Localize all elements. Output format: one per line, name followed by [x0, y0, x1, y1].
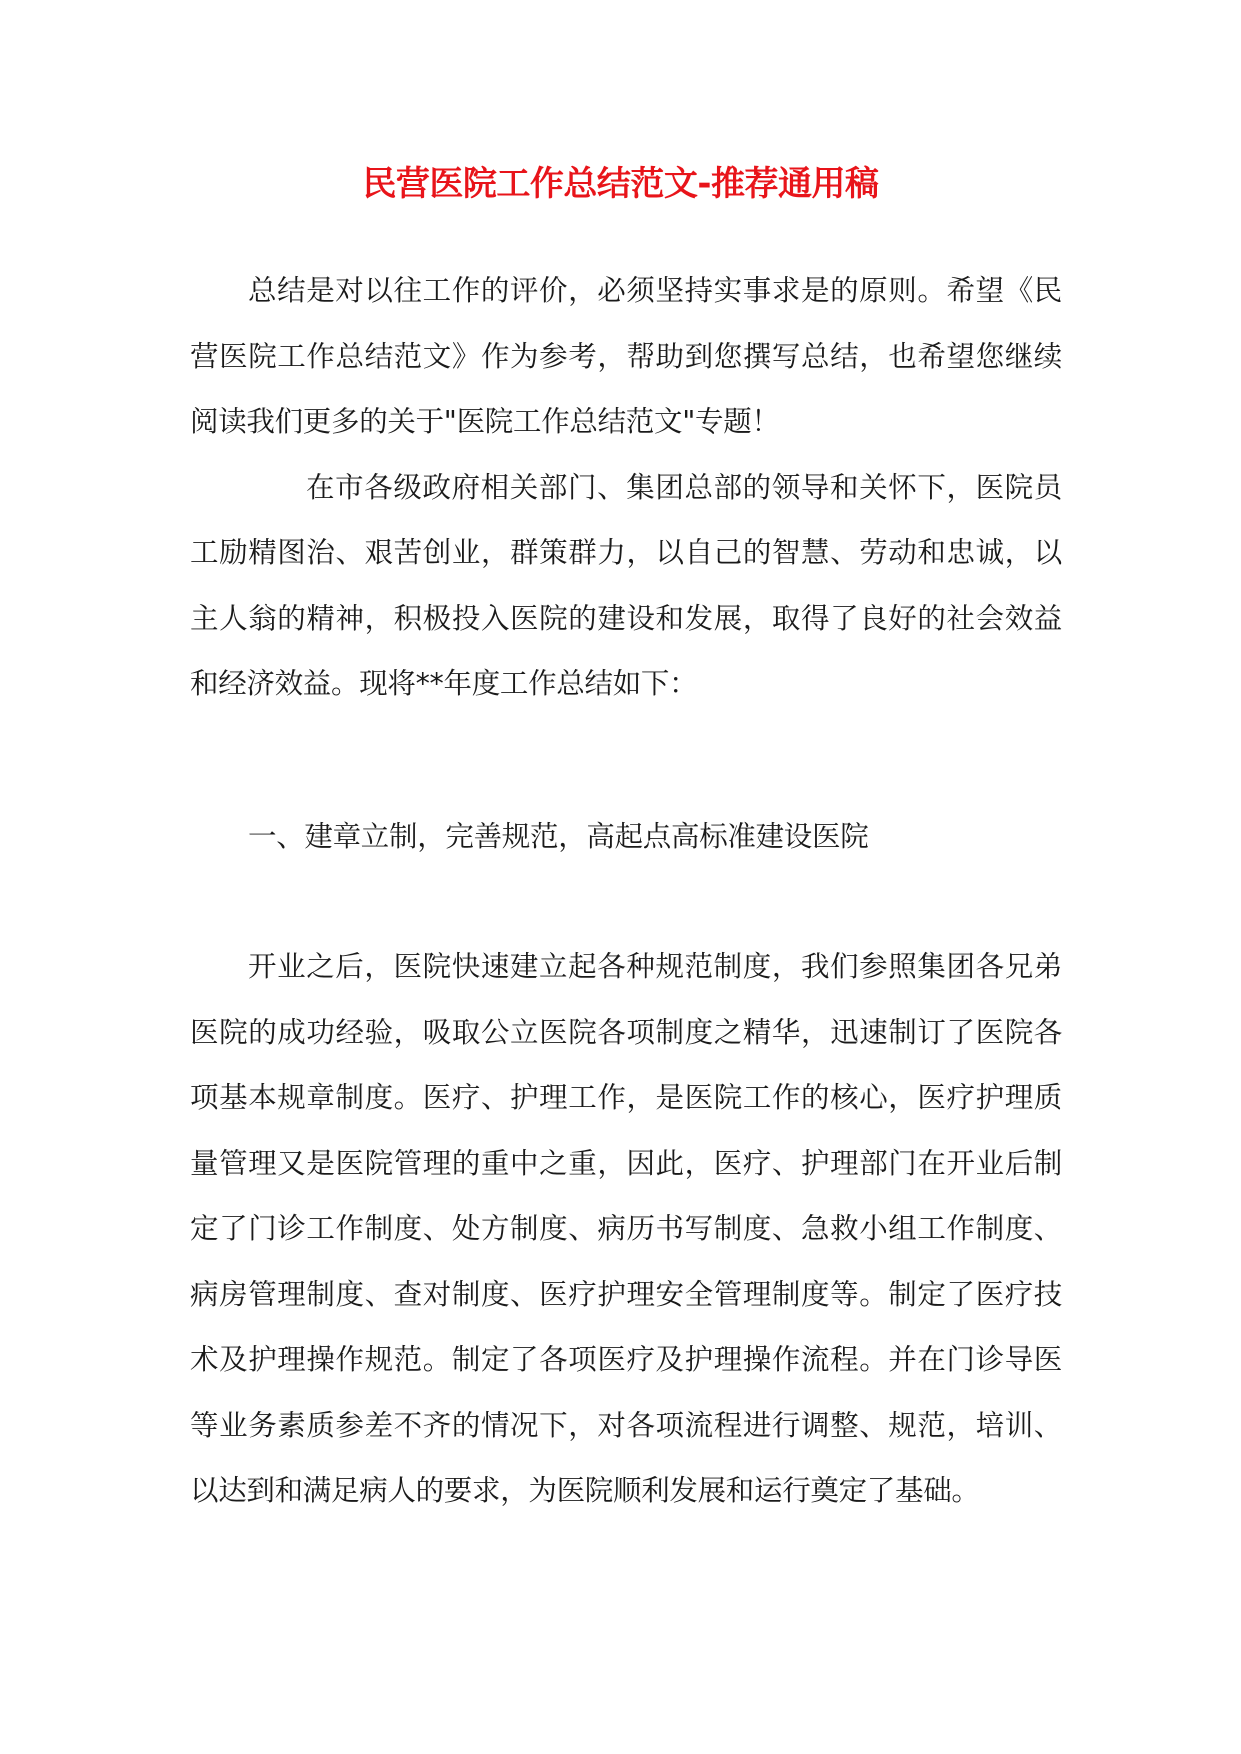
document-title: 民营医院工作总结范文-推荐通用稿 — [362, 164, 879, 204]
intro-paragraph: 总结是对以往工作的评价，必须坚持实事求是的原则。希望《民营医院工作总结范文》作为参考，帮助到您撰写总结，也希望您继续阅读我们更多的关于"医院工作总结范文"专题！ — [190, 274, 1062, 438]
section1-heading-block — [190, 804, 1062, 870]
opening-paragraph: 在市各级政府相关部门、集团总部的领导和关怀下，医院员工励精图治、艰苦创业，群策群力，以自己的智慧、劳动和忠诚，以主人翁的精神，积极投入医院的建设和发展，取得了良好的社会效益和经济效益。现将**年度工作总结如下： — [190, 470, 1062, 700]
section1-heading: 一、建章立制，完善规范，高起点高标准建设医院 — [248, 820, 869, 853]
section1-paragraph: 开业之后，医院快速建立起各种规范制度，我们参照集团各兄弟医院的成功经验，吸取公立医院各项制度之精华，迅速制订了医院各项基本规章制度。医疗、护理工作，是医院工作的核心，医疗护理质量管理又是医院管理的重中之重，因此，医疗、护理部门在开业后制定了门诊工作制度、处方制度、病历书写制度、急救小组工作制度、病房管理制度、查对制度、医疗护理安全管理制度等。制定了医疗技术及护理操作规范。制定了各项医疗及护理操作流程。并在门诊导医等业务素质参差不齐的情况下，对各项流程进行调整、规范，培训、以达到和满足病人的要求，为医院顺利发展和运行奠定了基础。 — [190, 950, 1062, 1507]
section1-body-block — [190, 934, 1062, 1524]
intro-block — [190, 258, 1062, 717]
